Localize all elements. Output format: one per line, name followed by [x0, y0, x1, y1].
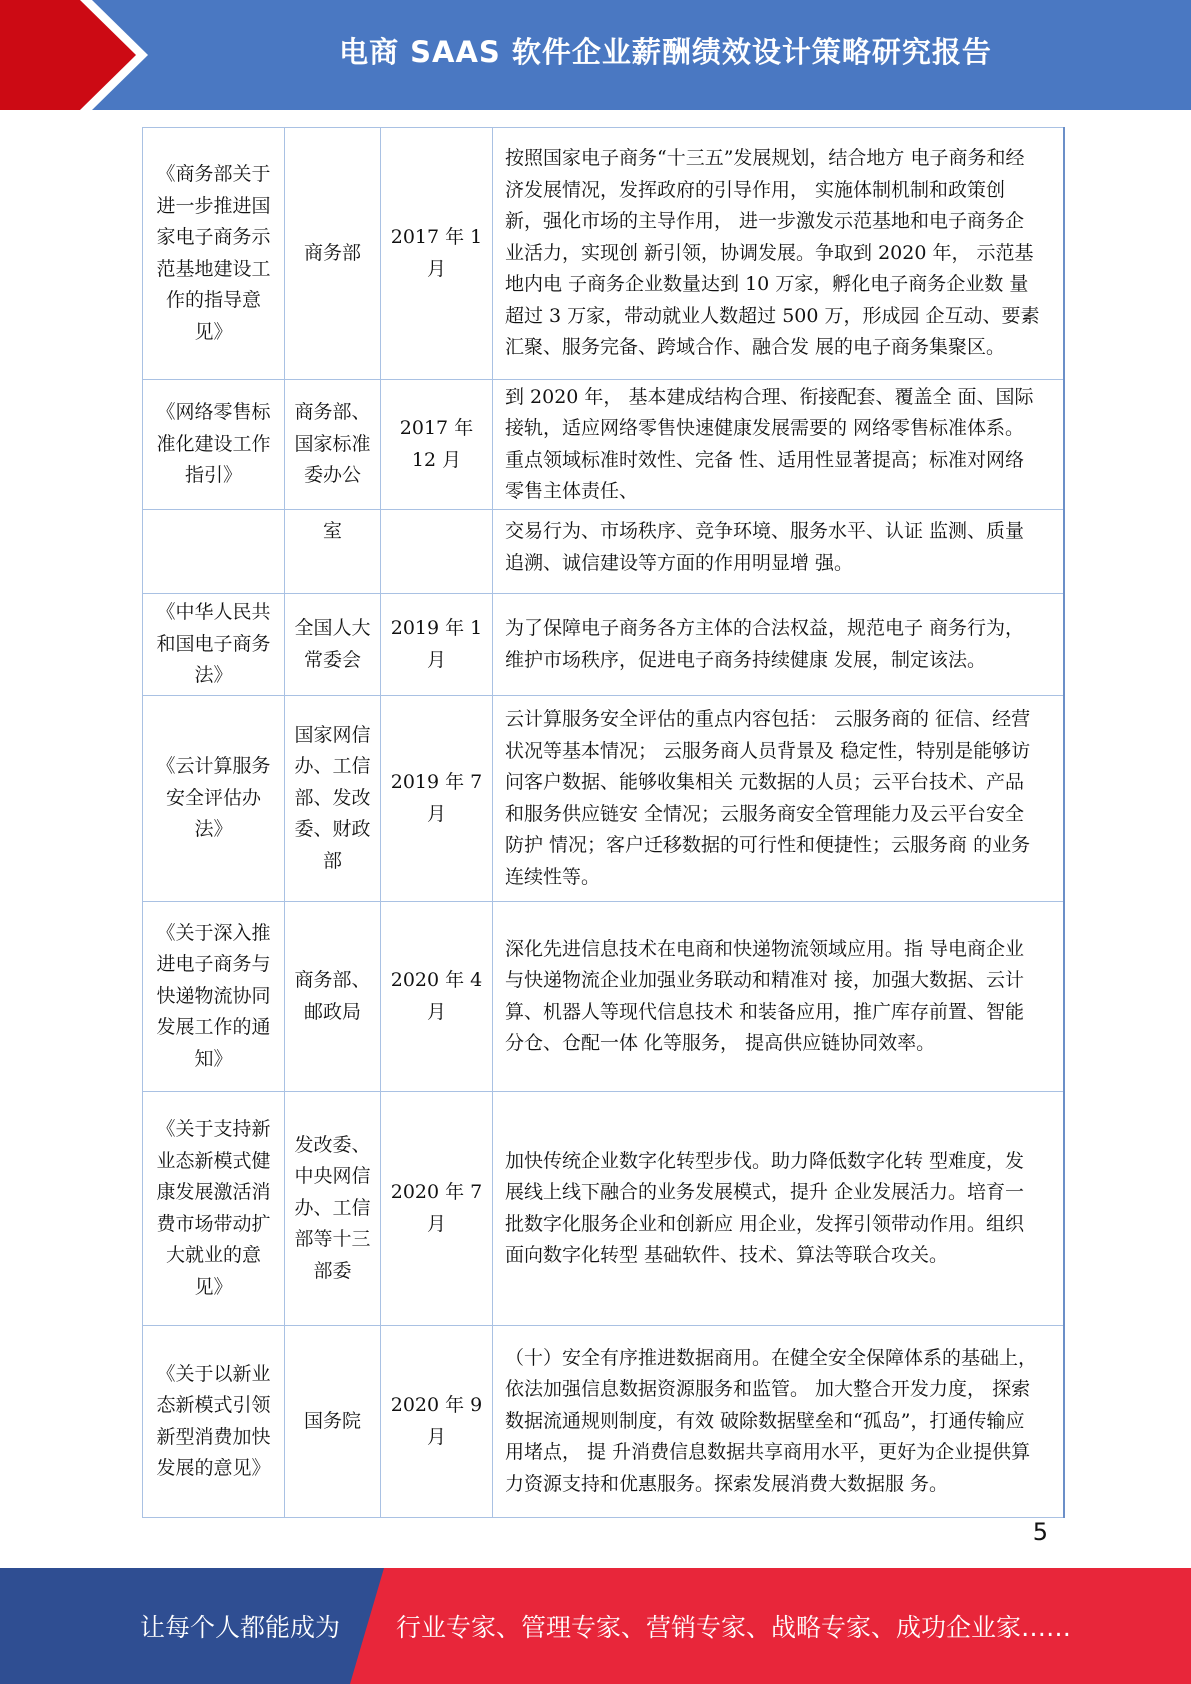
issuer-cell: 国家网信办、工信部、发改委、财政部: [285, 696, 381, 902]
issuer-cell: 商务部、邮政局: [285, 902, 381, 1092]
issuer-cell: 国务院: [285, 1326, 381, 1518]
date-cell: 2019 年 7 月: [381, 696, 493, 902]
policy-name-cell: 《关于深入推进电子商务与快递物流协同发展工作的通知》: [143, 902, 285, 1092]
table-row: [143, 380, 1064, 510]
content-cell: 到 2020 年， 基本建成结构合理、衔接配套、覆盖全 面、国际接轨，适应网络零售快速健康发展需要的 网络零售标准体系。重点领域标准时效性、完备 性、适用性显著提高；标准对网络零售主体责任、: [493, 380, 1064, 510]
page-header: [0, 0, 1191, 110]
policy-name-cell: 《云计算服务安全评估办法》: [143, 696, 285, 902]
page-footer: [0, 1568, 1191, 1684]
footer-slogan-right: 行业专家、管理专家、营销专家、战略专家、成功企业家……: [396, 1613, 1072, 1642]
date-cell: 2020 年 7 月: [381, 1092, 493, 1326]
content-cell: （十）安全有序推进数据商用。在健全安全保障体系的基础上，依法加强信息数据资源服务和监管。 加大整合开发力度， 探索数据流通规则制度，有效 破除数据壁垒和“孤岛”，打通传输应用堵点， 提 升消费信息数据共享商用水平，更好为企业提供算 力资源支持和优惠服务。探索发展消费大数据服 务。: [493, 1326, 1064, 1518]
date-cell: 2020 年 4 月: [381, 902, 493, 1092]
header-arrow-decoration: [0, 0, 150, 110]
issuer-cell: 商务部、国家标准委办公: [285, 380, 381, 510]
policy-name-cell: 《网络零售标准化建设工作指引》: [143, 380, 285, 510]
table-row: [143, 510, 1064, 594]
date-cell: 2019 年 1 月: [381, 594, 493, 696]
table-row: [143, 1326, 1064, 1518]
date-cell: [381, 510, 493, 594]
issuer-cell: 发改委、中央网信办、工信部等十三部委: [285, 1092, 381, 1326]
date-cell: 2020 年 9 月: [381, 1326, 493, 1518]
date-cell: 2017 年 1 月: [381, 128, 493, 380]
policy-name-cell: 《中华人民共和国电子商务法》: [143, 594, 285, 696]
policy-name-cell: 《商务部关于进一步推进国家电子商务示范基地建设工作的指导意见》: [143, 128, 285, 380]
policy-name-cell: 《关于支持新业态新模式健康发展激活消费市场带动扩大就业的意见》: [143, 1092, 285, 1326]
content-cell: 交易行为、市场秩序、竞争环境、服务水平、认证 监测、质量追溯、诚信建设等方面的作用明显增 强。: [493, 510, 1064, 594]
content-cell: 为了保障电子商务各方主体的合法权益，规范电子 商务行为， 维护市场秩序，促进电子商务持续健康 发展，制定该法。: [493, 594, 1064, 696]
content-cell: 按照国家电子商务“十三五”发展规划，结合地方 电子商务和经济发展情况，发挥政府的引导作用， 实施体制机制和政策创新，强化市场的主导作用， 进一步激发示范基地和电子商务企业活力，实现创 新引领，协调发展。争取到 2020 年， 示范基地内电 子商务企业数量达到 10 万家，孵化电子商务企业数 量超过 3 万家，带动就业人数超过 500 万，形成园 企互动、要素汇聚、服务完备、跨域合作、融合发 展的电子商务集聚区。: [493, 128, 1064, 380]
issuer-cell: 商务部: [285, 128, 381, 380]
report-title: 电商 SAAS 软件企业薪酬绩效设计策略研究报告: [339, 34, 992, 69]
policy-table: [142, 127, 1065, 1518]
policy-name-cell: 《关于以新业态新模式引领新型消费加快发展的意见》: [143, 1326, 285, 1518]
content-cell: 加快传统企业数字化转型步伐。助力降低数字化转 型难度，发展线上线下融合的业务发展模式，提升 企业发展活力。培育一批数字化服务企业和创新应 用企业，发挥引领带动作用。组织面向数字化转型 基础软件、技术、算法等联合攻关。: [493, 1092, 1064, 1326]
table-row: [143, 902, 1064, 1092]
content-cell: 云计算服务安全评估的重点内容包括： 云服务商的 征信、经营状况等基本情况； 云服务商人员背景及 稳定性，特别是能够访问客户数据、能够收集相关 元数据的人员；云平台技术、产品和服务供应链安 全情况；云服务商安全管理能力及云平台安全防护 情况；客户迁移数据的可行性和便捷性；云服务商 的业务连续性等。: [493, 696, 1064, 902]
table-row: [143, 128, 1064, 380]
issuer-cell: 室: [285, 510, 381, 594]
content-cell: 深化先进信息技术在电商和快递物流领域应用。指 导电商企业与快递物流企业加强业务联动和精准对 接，加强大数据、云计算、机器人等现代信息技术 和装备应用，推广库存前置、智能分仓、仓配一体 化等服务， 提高供应链协同效率。: [493, 902, 1064, 1092]
footer-slogan-left: 让每个人都能成为: [140, 1613, 341, 1642]
page-number: 5: [1032, 1518, 1048, 1546]
table-row: [143, 1092, 1064, 1326]
policy-name-cell: [143, 510, 285, 594]
issuer-cell: 全国人大常委会: [285, 594, 381, 696]
table-row: [143, 594, 1064, 696]
table-row: [143, 696, 1064, 902]
date-cell: 2017 年 12 月: [381, 380, 493, 510]
